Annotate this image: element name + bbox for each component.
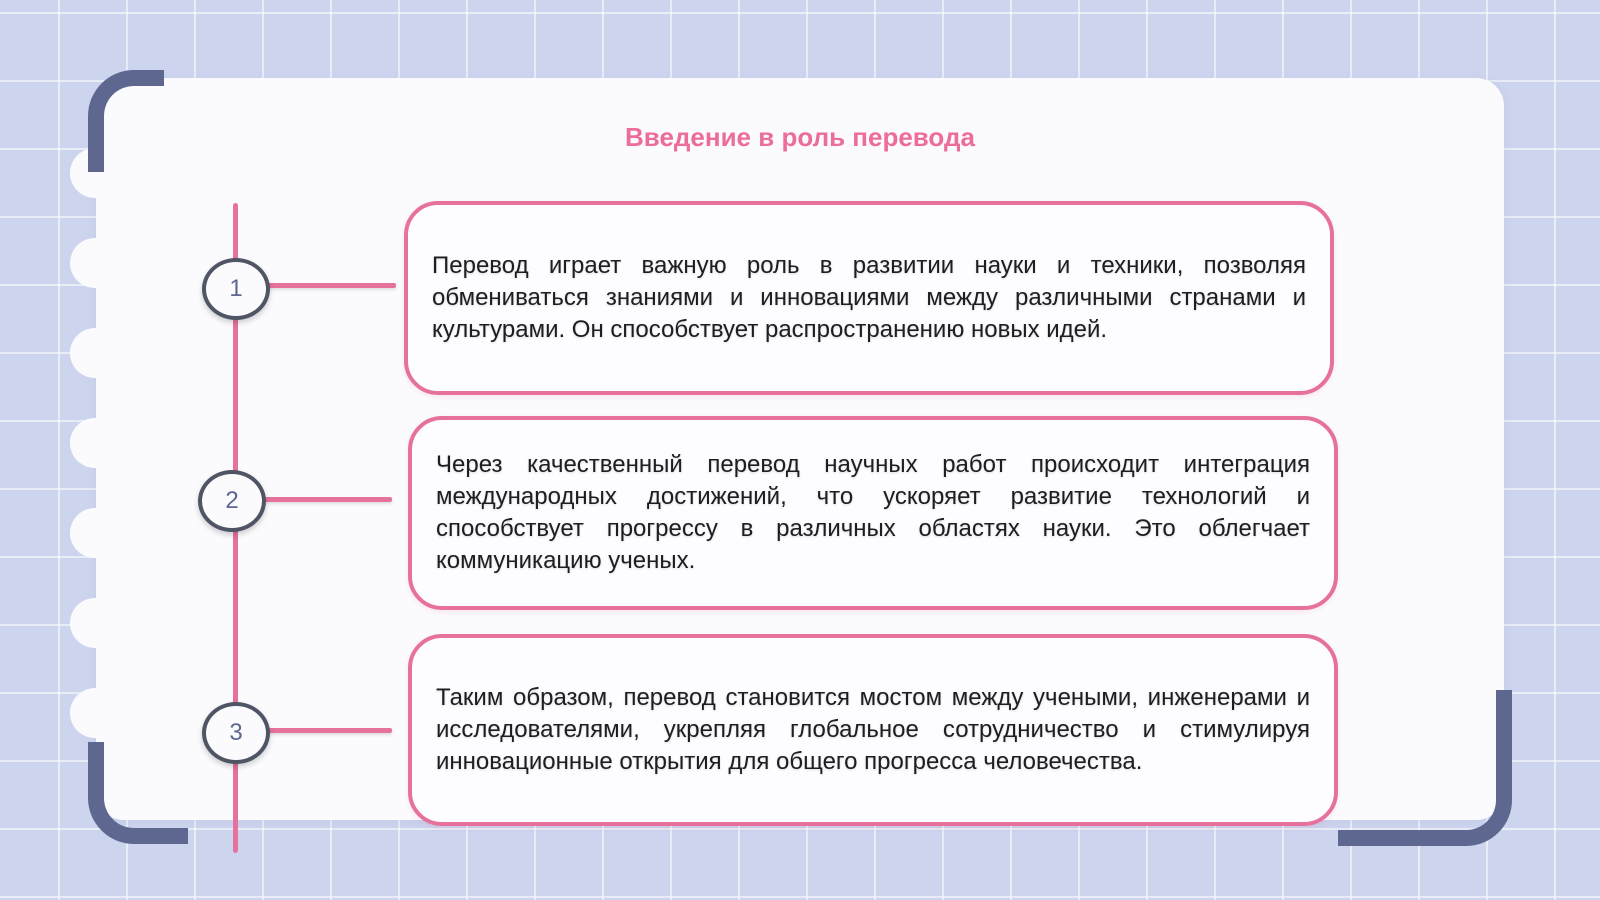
step-2-card xyxy=(408,416,1338,610)
step-1-connector xyxy=(262,283,396,288)
notebook-notch xyxy=(70,238,126,288)
step-3-number-badge xyxy=(202,702,270,764)
notebook-notch xyxy=(70,598,126,648)
step-3-card xyxy=(408,634,1338,826)
step-2-number: 2 xyxy=(225,487,239,514)
step-1-card xyxy=(404,201,1334,395)
corner-bracket-bottom-right xyxy=(1338,690,1512,846)
step-2-text: Через качественный перевод научных работ происходит интеграция международных достижений, что ускоряет развитие технологий и способствует прогрессу в различных областях науки. Это облегчает коммуникацию ученых. xyxy=(436,451,1310,574)
step-2-connector xyxy=(258,497,392,502)
notebook-notch xyxy=(70,418,126,468)
step-2-number-badge xyxy=(198,470,266,532)
step-1-number-badge xyxy=(202,258,270,320)
notebook-notch xyxy=(70,508,126,558)
step-3-text: Таким образом, перевод становится мостом между учеными, инженерами и исследователями, укрепляя глобальное сотрудничество и стимулируя инновационные открытия для общего прогресса человечества. xyxy=(436,684,1310,775)
notebook-notch xyxy=(70,328,126,378)
step-1-text: Перевод играет важную роль в развитии науки и техники, позволяя обмениваться знаниями и инновациями между различными странами и культурами. Он способствует распространению новых идей. xyxy=(432,252,1306,343)
slide-title: Введение в роль перевода xyxy=(625,122,975,152)
step-1-number: 1 xyxy=(229,275,243,302)
corner-bracket-top-left xyxy=(88,70,164,172)
step-3-number: 3 xyxy=(229,719,243,746)
notebook-notch xyxy=(70,688,126,738)
corner-bracket-bottom-left xyxy=(88,742,188,844)
step-3-connector xyxy=(262,728,392,733)
